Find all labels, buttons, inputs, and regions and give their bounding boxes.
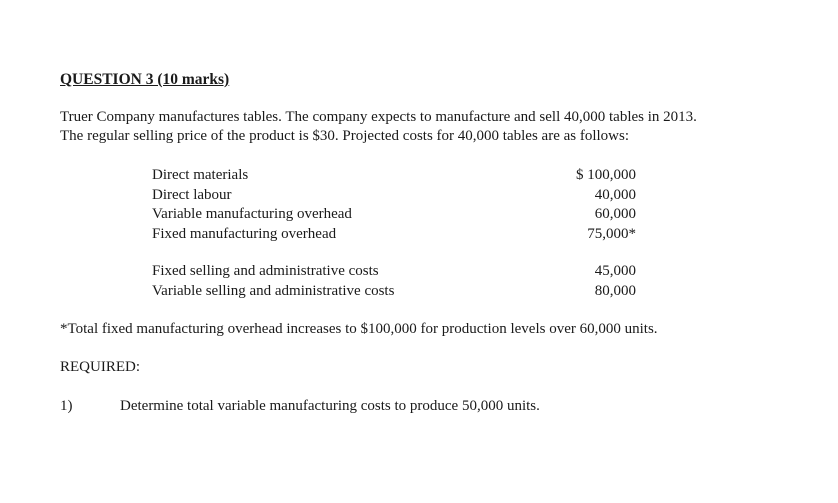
required-label: REQUIRED:	[60, 359, 140, 375]
cost-amount: 75,000*	[587, 225, 636, 242]
manufacturing-costs-table	[152, 166, 636, 244]
selling-costs-table	[152, 262, 636, 301]
cost-row	[152, 186, 636, 206]
cost-amount: 40,000	[594, 186, 636, 203]
question-heading: QUESTION 3 (10 marks)	[60, 71, 230, 88]
cost-row	[152, 205, 636, 225]
cost-label: Variable manufacturing overhead	[152, 206, 352, 222]
cost-label: Fixed selling and administrative costs	[152, 263, 379, 279]
cost-amount: $ 100,000	[576, 167, 636, 183]
cost-amount: 45,000	[594, 263, 636, 279]
required-item	[60, 397, 540, 416]
cost-label: Direct labour	[152, 186, 232, 203]
question-intro	[60, 108, 800, 146]
cost-row	[152, 225, 636, 245]
footnote: *Total fixed manufacturing overhead increases to $100,000 for production levels over 60,000 units.	[60, 321, 658, 337]
cost-label: Fixed manufacturing overhead	[152, 225, 337, 242]
cost-amount: 60,000	[594, 206, 636, 222]
cost-row	[152, 262, 636, 282]
cost-label: Variable selling and administrative costs	[152, 282, 395, 299]
cost-amount: 80,000	[594, 282, 636, 299]
cost-label: Direct materials	[152, 167, 249, 183]
cost-row	[152, 166, 636, 186]
item-number: 1)	[60, 398, 73, 414]
intro-line: Truer Company manufactures tables. The company expects to manufacture and sell 40,000 tables in 2013.	[60, 109, 697, 125]
intro-line: The regular selling price of the product is $30. Projected costs for 40,000 tables are as follows:	[60, 128, 630, 144]
cost-row	[152, 282, 636, 302]
item-text: Determine total variable manufacturing costs to produce 50,000 units.	[120, 398, 540, 414]
